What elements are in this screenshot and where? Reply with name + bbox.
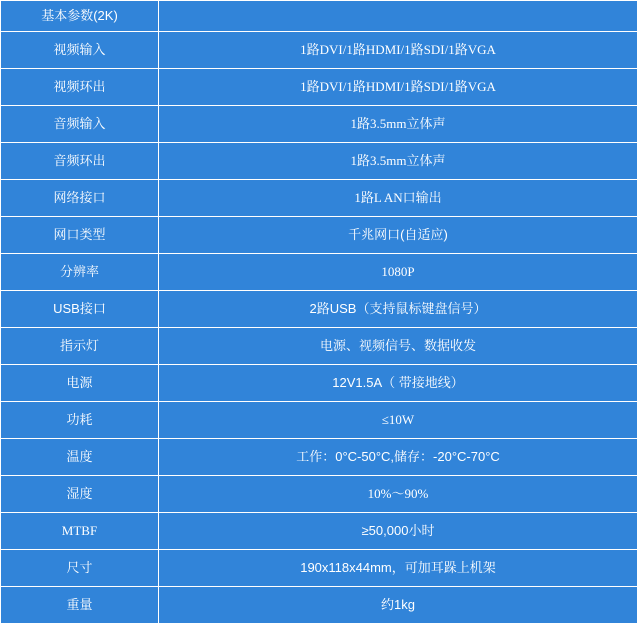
spec-label-mtbf bbox=[1, 513, 159, 550]
spec-value-text: 工作：0°C-50°C,储存：-20°C-70°C bbox=[159, 449, 637, 465]
spec-label-text: MTBF bbox=[1, 523, 158, 539]
table-body bbox=[1, 1, 637, 624]
spec-value-text: ≥50,000小时 bbox=[159, 523, 637, 539]
table-row bbox=[1, 1, 637, 32]
spec-label-text: 电源 bbox=[1, 375, 158, 391]
spec-label-text: 重量 bbox=[1, 597, 158, 613]
table-row bbox=[1, 106, 637, 143]
table-row bbox=[1, 69, 637, 106]
spec-label-text: 视频环出 bbox=[1, 79, 158, 95]
spec-label-text: 尺寸 bbox=[1, 560, 158, 576]
spec-label-text: 湿度 bbox=[1, 486, 158, 502]
spec-value-text: 电源、视频信号、数据收发 bbox=[159, 338, 637, 354]
spec-value-text: 1080P bbox=[159, 264, 637, 280]
spec-value-mtbf bbox=[159, 513, 637, 550]
spec-value-power-supply bbox=[159, 365, 637, 402]
spec-label-audio-input bbox=[1, 106, 159, 143]
spec-label-power-consumption bbox=[1, 402, 159, 439]
spec-value-video-input bbox=[159, 32, 637, 69]
spec-value-usb-interface bbox=[159, 291, 637, 328]
table-row bbox=[1, 328, 637, 365]
table-row bbox=[1, 550, 637, 587]
spec-value-temperature bbox=[159, 439, 637, 476]
table-row bbox=[1, 476, 637, 513]
spec-label-temperature bbox=[1, 439, 159, 476]
table-row bbox=[1, 513, 637, 550]
spec-label-text: 视频输入 bbox=[1, 42, 158, 58]
spec-label-humidity bbox=[1, 476, 159, 513]
spec-label-power-supply bbox=[1, 365, 159, 402]
spec-label-indicator bbox=[1, 328, 159, 365]
spec-label-usb-interface bbox=[1, 291, 159, 328]
spec-value-text: 10%～90% bbox=[159, 486, 637, 502]
spec-value-video-loop-out bbox=[159, 69, 637, 106]
spec-value-text: 190x118x44mm，可加耳跺上机架 bbox=[159, 560, 637, 576]
spec-label-text: 网口类型 bbox=[1, 227, 158, 243]
spec-label-video-loop-out bbox=[1, 69, 159, 106]
spec-label-text: 网络接口 bbox=[1, 190, 158, 206]
table-row bbox=[1, 439, 637, 476]
spec-value-text: 1路L AN口输出 bbox=[159, 190, 637, 206]
spec-label-port-type bbox=[1, 217, 159, 254]
spec-value-power-consumption bbox=[159, 402, 637, 439]
spec-value-dimensions bbox=[159, 550, 637, 587]
spec-value-text: ≤10W bbox=[159, 412, 637, 428]
spec-value-text: 12V1.5A（ 带接地线） bbox=[159, 375, 637, 391]
spec-value-audio-loop-out bbox=[159, 143, 637, 180]
spec-value-indicator bbox=[159, 328, 637, 365]
table-row bbox=[1, 180, 637, 217]
spec-label-text: 温度 bbox=[1, 449, 158, 465]
spec-header-label-text: 基本参数(2K) bbox=[1, 8, 158, 24]
spec-label-video-input bbox=[1, 32, 159, 69]
table-row bbox=[1, 143, 637, 180]
spec-value-text: 2路USB（支持鼠标键盘信号） bbox=[159, 301, 637, 317]
spec-label-text: 功耗 bbox=[1, 412, 158, 428]
table-row bbox=[1, 402, 637, 439]
table-row bbox=[1, 291, 637, 328]
spec-label-text: USB接口 bbox=[1, 301, 158, 317]
spec-value-port-type bbox=[159, 217, 637, 254]
spec-value-text: 1路DVI/1路HDMI/1路SDI/1路VGA bbox=[159, 42, 637, 58]
spec-value-audio-input bbox=[159, 106, 637, 143]
spec-label-dimensions bbox=[1, 550, 159, 587]
table-row bbox=[1, 365, 637, 402]
spec-header-label bbox=[1, 1, 159, 32]
spec-value-resolution bbox=[159, 254, 637, 291]
table-row bbox=[1, 587, 637, 624]
spec-value-weight bbox=[159, 587, 637, 624]
spec-label-weight bbox=[1, 587, 159, 624]
spec-value-text: 千兆网口(自适应) bbox=[159, 227, 637, 243]
spec-value-text: 1路3.5mm立体声 bbox=[159, 153, 637, 169]
spec-label-text: 音频输入 bbox=[1, 116, 158, 132]
spec-label-text: 指示灯 bbox=[1, 338, 158, 354]
spec-value-humidity bbox=[159, 476, 637, 513]
spec-label-network-interface bbox=[1, 180, 159, 217]
spec-label-text: 分辨率 bbox=[1, 264, 158, 280]
spec-label-text: 音频环出 bbox=[1, 153, 158, 169]
spec-label-audio-loop-out bbox=[1, 143, 159, 180]
spec-label-resolution bbox=[1, 254, 159, 291]
table-row bbox=[1, 217, 637, 254]
spec-value-text: 1路3.5mm立体声 bbox=[159, 116, 637, 132]
spec-header-value bbox=[159, 1, 637, 32]
table-row bbox=[1, 32, 637, 69]
table-row bbox=[1, 254, 637, 291]
spec-value-text: 约1kg bbox=[159, 597, 637, 613]
spec-value-network-interface bbox=[159, 180, 637, 217]
spec-value-text: 1路DVI/1路HDMI/1路SDI/1路VGA bbox=[159, 79, 637, 95]
